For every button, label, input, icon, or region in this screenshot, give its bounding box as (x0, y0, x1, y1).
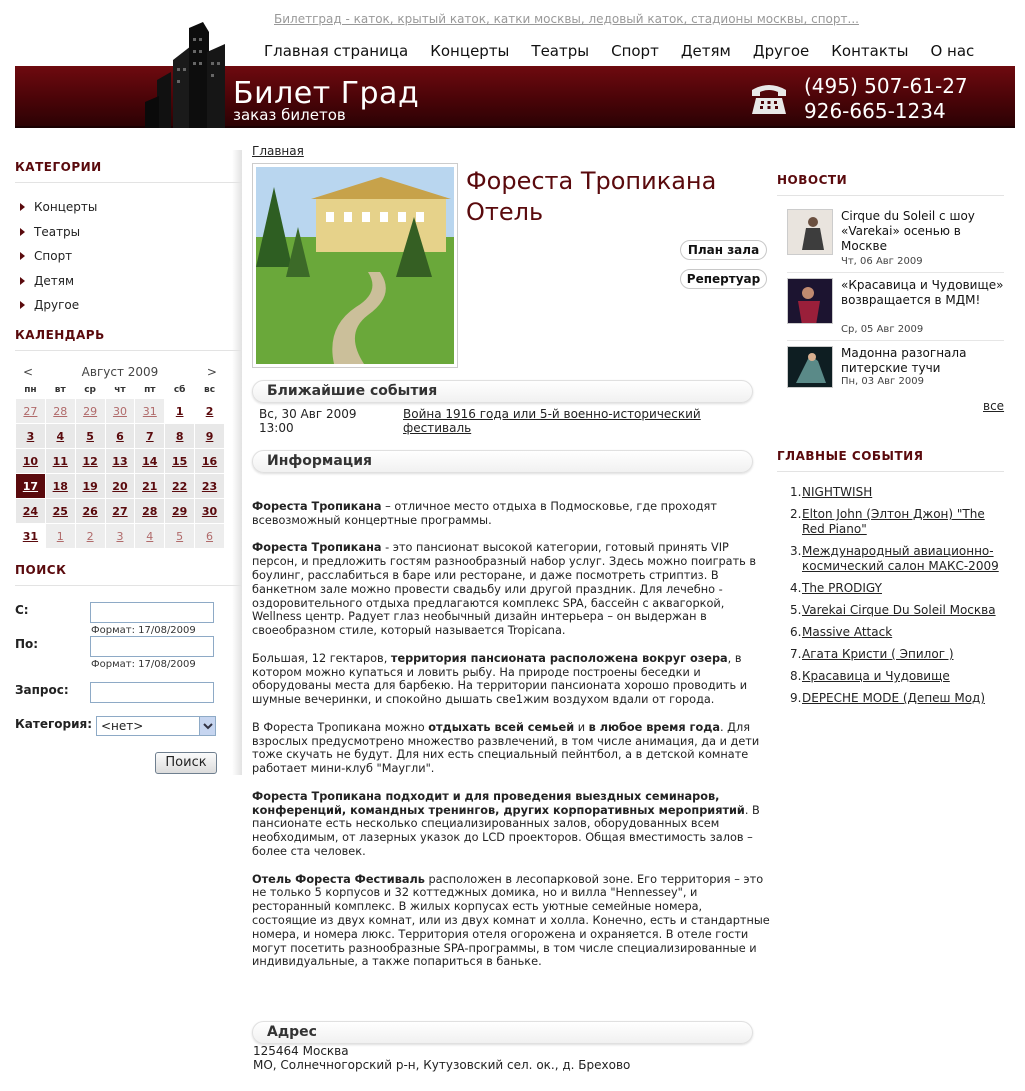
category-link-theaters[interactable]: Театры (34, 224, 81, 239)
calendar-week (16, 474, 225, 499)
hall-plan-button[interactable]: План зала (680, 240, 767, 260)
main-event-item[interactable] (790, 507, 1010, 537)
calendar-day[interactable] (165, 474, 195, 499)
news-item[interactable] (787, 346, 1004, 390)
calendar-day-link[interactable]: 29 (171, 504, 188, 518)
news-item[interactable] (787, 209, 1004, 265)
info-bold: Отель Фореста Фестиваль (252, 872, 425, 886)
info-paragraph (252, 790, 770, 859)
main-events-list (790, 485, 1010, 713)
news-item[interactable] (787, 278, 1004, 334)
event-date (259, 407, 356, 435)
info-text-span: . В пансионате есть несколько специализированных залов, оборудованных всем необходимым, от лазерных указок до LCD проекторов. Общая вместимость залов – более ста человек. (252, 803, 760, 858)
calendar-day-link[interactable]: 4 (56, 429, 65, 443)
nav-contacts[interactable]: Контакты (831, 42, 909, 60)
info-bold: в любое время года (588, 720, 720, 734)
category-select-value: <нет> (101, 719, 144, 733)
weekday-sat: сб (165, 383, 195, 399)
calendar-day[interactable] (16, 449, 46, 474)
calendar-day[interactable] (135, 424, 165, 449)
info-text-span: Большая, 12 гектаров, (252, 651, 391, 665)
info-paragraph (252, 652, 770, 707)
calendar-day[interactable] (16, 424, 46, 449)
category-label: Категория: (15, 717, 93, 731)
main-event-item[interactable] (790, 669, 1010, 684)
address-header: Адрес (252, 1021, 753, 1044)
top-seo-link[interactable]: Билетград - каток, крытый каток, катки москвы, ледовый каток, стадионы москвы, спорт... (274, 12, 859, 26)
phone-number-1: (495) 507-61-27 (804, 74, 968, 98)
event-time-text: 13:00 (259, 421, 294, 435)
info-text-span: расположен в лесопарковой зоне. Его территория – это не только 5 корпусов и 32 коттеджных домика, но и вилла "Hennessey", и ресторанный комплекс. В жилых корпусах есть уютные семейные номера, состоящие из двух комнат, или из двух комнат и холла. Конечно, есть и стандартные номера, и номера люкс. Территория отеля огорожена и охраняется. В отеле гости могут посетить разнообразные SPA-программы, в том числе специализированные и индивидуальные, а также попариться в баньке. (252, 872, 770, 969)
category-item[interactable] (15, 220, 241, 245)
category-link-other[interactable]: Другое (34, 298, 80, 313)
date-from-input[interactable] (90, 602, 214, 623)
info-text-span: . Для взрослых предусмотрено множество развлечений, в том числе анимация, да и дети тоже скучать не будут. Для них есть специальный пейнтбол, а в детской комнате работает мини-клуб "Маугли". (252, 720, 760, 776)
triangle-bullet-icon (20, 252, 25, 260)
news-title: НОВОСТИ (777, 173, 1004, 196)
calendar-day[interactable] (75, 524, 105, 549)
calendar-day[interactable] (75, 499, 105, 524)
info-bold: Фореста Тропикана (252, 500, 382, 513)
calendar-day[interactable] (105, 499, 135, 524)
nav-sport[interactable]: Спорт (611, 42, 659, 60)
weekday-sun: вс (195, 383, 225, 399)
calendar-week (16, 424, 225, 449)
calendar-week (16, 399, 225, 424)
calendar-day[interactable] (75, 424, 105, 449)
calendar-day-link[interactable]: 31 (22, 529, 39, 543)
info-header: Информация (252, 450, 753, 473)
calendar-day[interactable] (75, 449, 105, 474)
calendar-day-link[interactable]: 29 (83, 404, 98, 418)
search-button[interactable]: Поиск (155, 752, 217, 774)
calendar-day-link[interactable]: 31 (142, 404, 157, 418)
weekday-thu: чт (105, 383, 135, 399)
calendar-day[interactable] (135, 524, 165, 549)
phone-icon (748, 80, 790, 116)
calendar-day[interactable] (135, 399, 165, 424)
calendar-grid (15, 383, 225, 550)
calendar-day-link[interactable]: 30 (201, 504, 218, 518)
main-event-item[interactable] (790, 544, 1010, 574)
category-item[interactable] (15, 195, 241, 220)
category-link-concerts[interactable]: Концерты (34, 200, 98, 215)
calendar-day[interactable] (16, 499, 46, 524)
calendar-day[interactable] (75, 474, 105, 499)
main-event-number: 7. (790, 647, 802, 661)
main-event-item[interactable] (790, 691, 1010, 706)
calendar-day[interactable] (16, 524, 46, 549)
category-item[interactable] (15, 244, 241, 269)
calendar-day[interactable] (105, 474, 135, 499)
calendar-day[interactable] (165, 424, 195, 449)
calendar-day-link[interactable]: 27 (112, 504, 128, 518)
triangle-bullet-icon (20, 203, 25, 211)
news-text[interactable]: Мадонна разогнала питерские тучи (841, 346, 967, 375)
date-to-input[interactable] (90, 636, 214, 657)
calendar-day[interactable] (135, 499, 165, 524)
main-event-number: 1. (790, 485, 802, 499)
calendar-day[interactable] (45, 499, 75, 524)
main-nav (264, 42, 996, 60)
news-thumbnail[interactable] (787, 209, 833, 255)
news-divider (787, 272, 1004, 273)
news-thumbnail[interactable] (787, 278, 833, 324)
main-event-item[interactable] (790, 603, 1010, 618)
all-news-link[interactable]: все (983, 399, 1005, 413)
calendar-day-link[interactable]: 23 (201, 479, 218, 493)
news-date: Чт, 06 Авг 2009 (841, 256, 923, 267)
calendar-day-link[interactable]: 2 (205, 404, 214, 418)
calendar-week (16, 499, 225, 524)
main-events-title: ГЛАВНЫЕ СОБЫТИЯ (777, 449, 1004, 472)
calendar-day[interactable] (195, 524, 225, 549)
calendar-header (15, 365, 225, 379)
calendar-day[interactable] (105, 399, 135, 424)
category-item[interactable] (15, 269, 241, 294)
calendar-day-link[interactable]: 3 (116, 529, 124, 543)
weekday-fri: пт (135, 383, 165, 399)
search-title: ПОИСК (15, 563, 241, 586)
main-event-link[interactable]: Varekai Cirque Du Soleil Москва (802, 603, 996, 617)
query-input[interactable] (90, 682, 214, 703)
info-text-span: – отличное место отдыха в Подмосковье, где проходят всевозможный концертные программы. (252, 500, 717, 527)
triangle-bullet-icon (20, 228, 25, 236)
nav-kids[interactable]: Детям (680, 42, 731, 60)
info-bold: отдыхать всей семьей (428, 720, 575, 734)
calendar-day[interactable] (165, 399, 195, 424)
logo-title[interactable]: Билет Град (233, 76, 420, 111)
calendar-day[interactable] (45, 449, 75, 474)
info-text-span: и (574, 720, 589, 734)
calendar-day-link[interactable]: 9 (205, 429, 214, 443)
calendar-title: КАЛЕНДАРЬ (15, 328, 241, 351)
info-paragraph (252, 541, 770, 638)
calendar-day-link[interactable]: 27 (23, 404, 38, 418)
calendar-day-link[interactable]: 30 (112, 404, 127, 418)
calendar-day[interactable] (75, 399, 105, 424)
info-text (252, 500, 770, 983)
calendar-day-link[interactable]: 6 (206, 529, 214, 543)
calendar-day[interactable] (195, 449, 225, 474)
triangle-bullet-icon (20, 301, 25, 309)
main-event-link[interactable]: DEPECHE MODE (Депеш Мод) (802, 691, 986, 705)
nav-theaters[interactable]: Театры (531, 42, 590, 60)
calendar-day[interactable] (135, 474, 165, 499)
main-event-link[interactable]: Красавица и Чудовище (802, 669, 950, 683)
calendar-day-link[interactable]: 26 (82, 504, 98, 518)
date-from-format-hint: Формат: 17/08/2009 (91, 625, 196, 636)
main-event-number: 3. (790, 544, 802, 558)
hotel-photo-image (256, 167, 454, 364)
calendar-day-link[interactable]: 21 (142, 479, 158, 493)
calendar-day-link[interactable]: 28 (142, 504, 158, 518)
calendar-day[interactable] (195, 499, 225, 524)
calendar-day-link[interactable]: 6 (116, 429, 124, 443)
event-date-text: Вс, 30 Авг 2009 (259, 407, 357, 421)
nav-about[interactable]: О нас (930, 42, 975, 60)
news-thumbnail[interactable] (787, 346, 833, 388)
calendar-day-link[interactable]: 20 (112, 479, 128, 493)
calendar-day-link[interactable]: 7 (145, 429, 154, 443)
main-event-link[interactable]: NIGHTWISH (802, 485, 873, 499)
info-text-span: , в котором можно купаться и ловить рыбу. На природе построены беседки и оборудованы места для барбекю. На территории пансионата хорошо проводить и шумные вечеринки, и спокойно дышать све1жим воздухом вдали от города. (252, 651, 748, 707)
calendar-day-link[interactable]: 8 (175, 429, 184, 443)
main-event-number: 5. (790, 603, 802, 617)
calendar-day-link[interactable]: 10 (22, 454, 39, 468)
news-text[interactable]: «Красавица и Чудовище» возвращается в МДМ! (841, 278, 1004, 307)
main-event-number: 4. (790, 581, 802, 595)
info-paragraph (252, 500, 770, 528)
weekday-wed: ср (75, 383, 105, 399)
nav-other[interactable]: Другое (752, 42, 810, 60)
buildings-logo-icon[interactable] (145, 22, 240, 128)
page-title: Фореста Тропикана Отель (466, 167, 717, 226)
info-bold: территория пансионата расположена вокруг озера (390, 651, 728, 665)
upcoming-events-header: Ближайшие события (252, 380, 753, 403)
calendar-day-link[interactable]: 22 (171, 479, 188, 493)
calendar-prev-button[interactable]: < (23, 364, 34, 379)
hotel-photo (252, 163, 458, 368)
info-bold: Фореста Тропикана (252, 541, 382, 555)
left-sidebar (15, 160, 241, 586)
breadcrumb-home[interactable]: Главная (252, 144, 304, 158)
calendar-day-link[interactable]: 24 (22, 504, 39, 518)
query-label: Запрос: (15, 683, 69, 697)
calendar-day-link[interactable]: 18 (52, 479, 68, 493)
calendar-week (16, 449, 225, 474)
info-paragraph (252, 873, 770, 970)
address (253, 1044, 630, 1072)
calendar-day-link[interactable]: 28 (53, 404, 68, 418)
info-paragraph (252, 721, 770, 776)
phone-number-2: 926-665-1234 (804, 99, 946, 123)
calendar-day[interactable] (45, 474, 75, 499)
calendar-day[interactable] (195, 474, 225, 499)
calendar-day[interactable] (45, 524, 75, 549)
address-line: МО, Солнечногорский р-н, Кутузовский сел. ок., д. Брехово (253, 1058, 631, 1072)
category-link-kids[interactable]: Детям (34, 273, 75, 288)
date-to-format-hint: Формат: 17/08/2009 (91, 659, 196, 670)
calendar-day[interactable] (135, 449, 165, 474)
calendar-day[interactable] (105, 524, 135, 549)
calendar-day[interactable] (165, 499, 195, 524)
news-date: Пн, 03 Авг 2009 (841, 376, 924, 387)
info-text-span: В Фореста Тропикана можно (252, 720, 429, 734)
calendar-day-link[interactable]: 1 (56, 529, 64, 543)
main-event-item[interactable] (790, 647, 1010, 662)
calendar-month: Август 2009 (81, 364, 159, 379)
calendar-day-link[interactable]: 1 (175, 404, 184, 418)
calendar-day-link[interactable]: 13 (112, 454, 128, 468)
news-divider (787, 340, 1004, 341)
calendar-day[interactable] (45, 424, 75, 449)
calendar-next-button[interactable]: > (206, 364, 217, 379)
calendar-day-link[interactable]: 14 (142, 454, 158, 468)
calendar-day-link[interactable]: 19 (82, 479, 98, 493)
main-event-item[interactable] (790, 581, 1010, 596)
calendar-day-link[interactable]: 12 (82, 454, 98, 468)
weekday-mon: пн (16, 383, 46, 399)
main-event-link[interactable]: Международный авиационно-космический салон МАКС-2009 (802, 544, 999, 573)
address-line: 125464 Москва (253, 1044, 349, 1058)
calendar-day[interactable] (165, 449, 195, 474)
calendar-day[interactable] (195, 424, 225, 449)
calendar-week (16, 524, 225, 549)
main-event-link[interactable]: Агата Кристи ( Эпилог ) (802, 647, 954, 661)
main-event-number: 6. (790, 625, 802, 639)
calendar-day[interactable] (165, 524, 195, 549)
main-event-number: 2. (790, 507, 802, 521)
info-bold: Фореста Тропикана подходит и для проведения выездных семинаров, конференций, командных тренингов, других корпоративных мероприятий (252, 789, 745, 817)
calendar-day-link[interactable]: 3 (26, 429, 35, 443)
calendar-day[interactable] (105, 424, 135, 449)
select-arrow-icon[interactable] (199, 717, 215, 735)
categories-title: КАТЕГОРИИ (15, 160, 241, 183)
event-link[interactable]: Война 1916 года или 5-й военно-исторический фестиваль (403, 407, 701, 435)
calendar-day-link[interactable]: 15 (171, 454, 188, 468)
main-event-link[interactable]: Elton John (Элтон Джон) "The Red Piano" (802, 507, 985, 536)
info-text-span: - это пансионат высокой категории, готовый принять VIP персон, и предложить гостям разнообразный набор услуг. Здесь можно поиграть в боулинг, расслабиться в баре или ресторане, и даже посмотреть стриптиз. В банкетном зале можно провести свадьбу или другой праздник. Для лечебно - оздоровительного отдыха предлагаются комплекс SPA, бассейн с аквагоркой, Wellness центр. Радует глаз необычный дизайн интерьера – он выдержан в своеобразном стиле, который называется Tropicana. (252, 541, 757, 638)
main-event-link[interactable]: Massive Attack (802, 625, 893, 639)
news-date: Ср, 05 Авг 2009 (841, 324, 924, 335)
news-text[interactable]: Cirque du Soleil с шоу «Varekai» осенью в Москве (841, 209, 975, 253)
main-event-number: 8. (790, 669, 802, 683)
calendar-day-link[interactable]: 11 (52, 454, 68, 468)
calendar-day-link[interactable]: 16 (201, 454, 218, 468)
date-to-label: По: (15, 637, 39, 651)
calendar-day[interactable] (195, 399, 225, 424)
date-from-label: С: (15, 603, 29, 617)
triangle-bullet-icon (20, 277, 25, 285)
category-item[interactable] (15, 293, 241, 318)
weekday-tue: вт (45, 383, 75, 399)
logo-subtitle: заказ билетов (233, 106, 346, 124)
category-select[interactable] (96, 716, 216, 736)
calendar-day-link[interactable]: 25 (52, 504, 68, 518)
main-event-number: 9. (790, 691, 802, 705)
category-link-sport[interactable]: Спорт (34, 249, 73, 264)
nav-concerts[interactable]: Концерты (430, 42, 510, 60)
calendar-day[interactable] (105, 449, 135, 474)
calendar-day-today[interactable] (16, 474, 46, 499)
calendar-day-link[interactable]: 4 (146, 529, 154, 543)
calendar-day[interactable] (16, 399, 46, 424)
nav-home[interactable]: Главная страница (264, 42, 409, 60)
calendar-day-link[interactable]: 5 (86, 429, 94, 443)
calendar-day-link[interactable]: 17 (22, 479, 39, 493)
calendar-day[interactable] (45, 399, 75, 424)
main-event-link[interactable]: The PRODIGY (802, 581, 882, 595)
main-event-item[interactable] (790, 485, 1010, 500)
calendar-day-link[interactable]: 2 (86, 529, 94, 543)
main-event-item[interactable] (790, 625, 1010, 640)
calendar-day-link[interactable]: 5 (176, 529, 184, 543)
categories-list (15, 195, 241, 318)
repertoire-button[interactable]: Репертуар (680, 269, 767, 289)
